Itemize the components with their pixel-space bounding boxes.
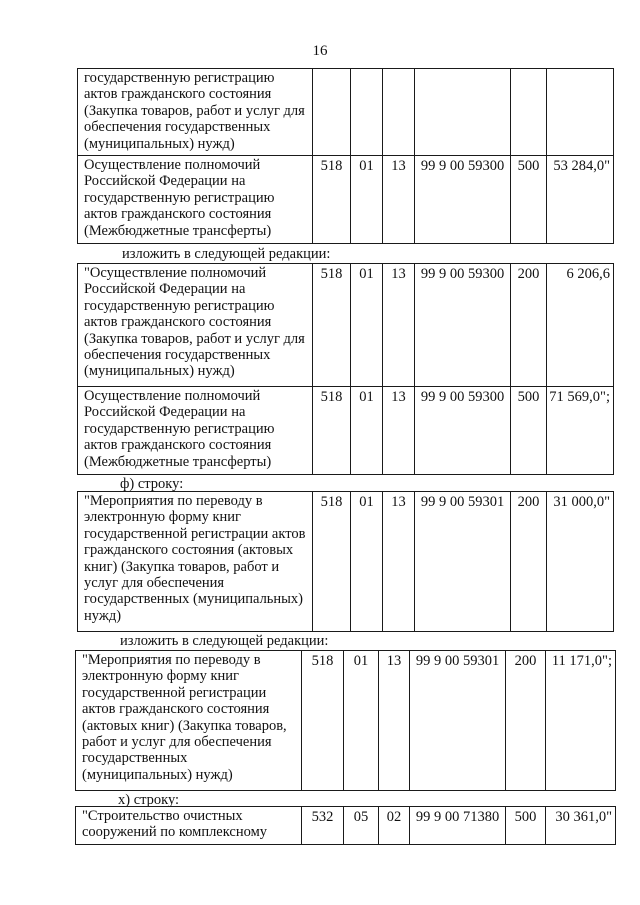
row-subsection: 13 [379,651,410,791]
budget-table-2 [77,263,614,475]
row-subsection: 13 [383,156,415,244]
row-subsection [383,69,415,156]
row-target: 99 9 00 71380 [410,807,506,845]
row-name: "Осуществление полномочий Российской Федерации на государственную регистрацию актов гражданского состояния (Закупка товаров, работ и услуг для обеспечения государственных (муниципальных) нужд) [78,264,313,387]
row-target: 99 9 00 59300 [415,264,511,387]
row-amount: 71 569,0"; [547,387,614,475]
row-code: 518 [302,651,344,791]
row-name: Осуществление полномочий Российской Федерации на государственную регистрацию актов гражданского состояния (Межбюджетные трансферты) [78,156,313,244]
row-subsection: 13 [383,387,415,475]
row-code: 518 [313,156,351,244]
row-type: 500 [506,807,546,845]
row-section [351,69,383,156]
row-type: 200 [511,264,547,387]
row-target: 99 9 00 59301 [410,651,506,791]
row-type: 200 [506,651,546,791]
row-name: государственную регистрацию актов гражданского состояния (Закупка товаров, работ и услуг для обеспечения государственных (муниципальных) нужд) [78,69,313,156]
row-code: 518 [313,264,351,387]
row-type: 500 [511,156,547,244]
row-code: 518 [313,387,351,475]
row-amount [547,69,614,156]
row-amount: 30 361,0" [546,807,616,845]
row-name: "Мероприятия по переводу в электронную форму книг государственной регистрации актов гражданского состояния (актовых книг) (Закупка товаров, работ и услуг для обеспечения государственных (муниципальных) нужд) [78,492,313,632]
row-target: 99 9 00 59301 [415,492,511,632]
instruction-text: изложить в следующей редакции: [122,246,331,262]
row-amount: 53 284,0" [547,156,614,244]
row-amount: 11 171,0"; [546,651,616,791]
instruction-text: х) строку: [118,792,180,808]
row-code: 518 [313,492,351,632]
row-section: 01 [351,387,383,475]
row-section: 01 [344,651,379,791]
row-subsection: 02 [379,807,410,845]
budget-table-4 [75,650,616,791]
row-code: 532 [302,807,344,845]
table-row [78,387,614,475]
budget-table-3 [77,491,614,632]
row-section: 01 [351,264,383,387]
row-subsection: 13 [383,264,415,387]
table-row [76,807,616,845]
row-code [313,69,351,156]
table-row [76,651,616,791]
table-row [78,156,614,244]
row-subsection: 13 [383,492,415,632]
table-row [78,492,614,632]
row-section: 05 [344,807,379,845]
row-name: "Мероприятия по переводу в электронную форму книг государственной регистрации актов гражданского состояния (актовых книг) (Закупка товаров, работ и услуг для обеспечения государственных (муниципальных) нужд) [76,651,302,791]
row-target: 99 9 00 59300 [415,156,511,244]
row-amount: 31 000,0" [547,492,614,632]
row-target [415,69,511,156]
row-target: 99 9 00 59300 [415,387,511,475]
table-row [78,264,614,387]
row-type [511,69,547,156]
instruction-text: изложить в следующей редакции: [120,633,329,649]
table-row [78,69,614,156]
row-section: 01 [351,492,383,632]
budget-table-5 [75,806,616,845]
instruction-text: ф) строку: [120,476,184,492]
row-type: 200 [511,492,547,632]
page-number: 16 [312,43,328,59]
row-section: 01 [351,156,383,244]
row-name: "Строительство очистных сооружений по комплексному [76,807,302,845]
row-type: 500 [511,387,547,475]
budget-table-1 [77,68,614,244]
row-name: Осуществление полномочий Российской Федерации на государственную регистрацию актов гражданского состояния (Межбюджетные трансферты) [78,387,313,475]
row-amount: 6 206,6 [547,264,614,387]
